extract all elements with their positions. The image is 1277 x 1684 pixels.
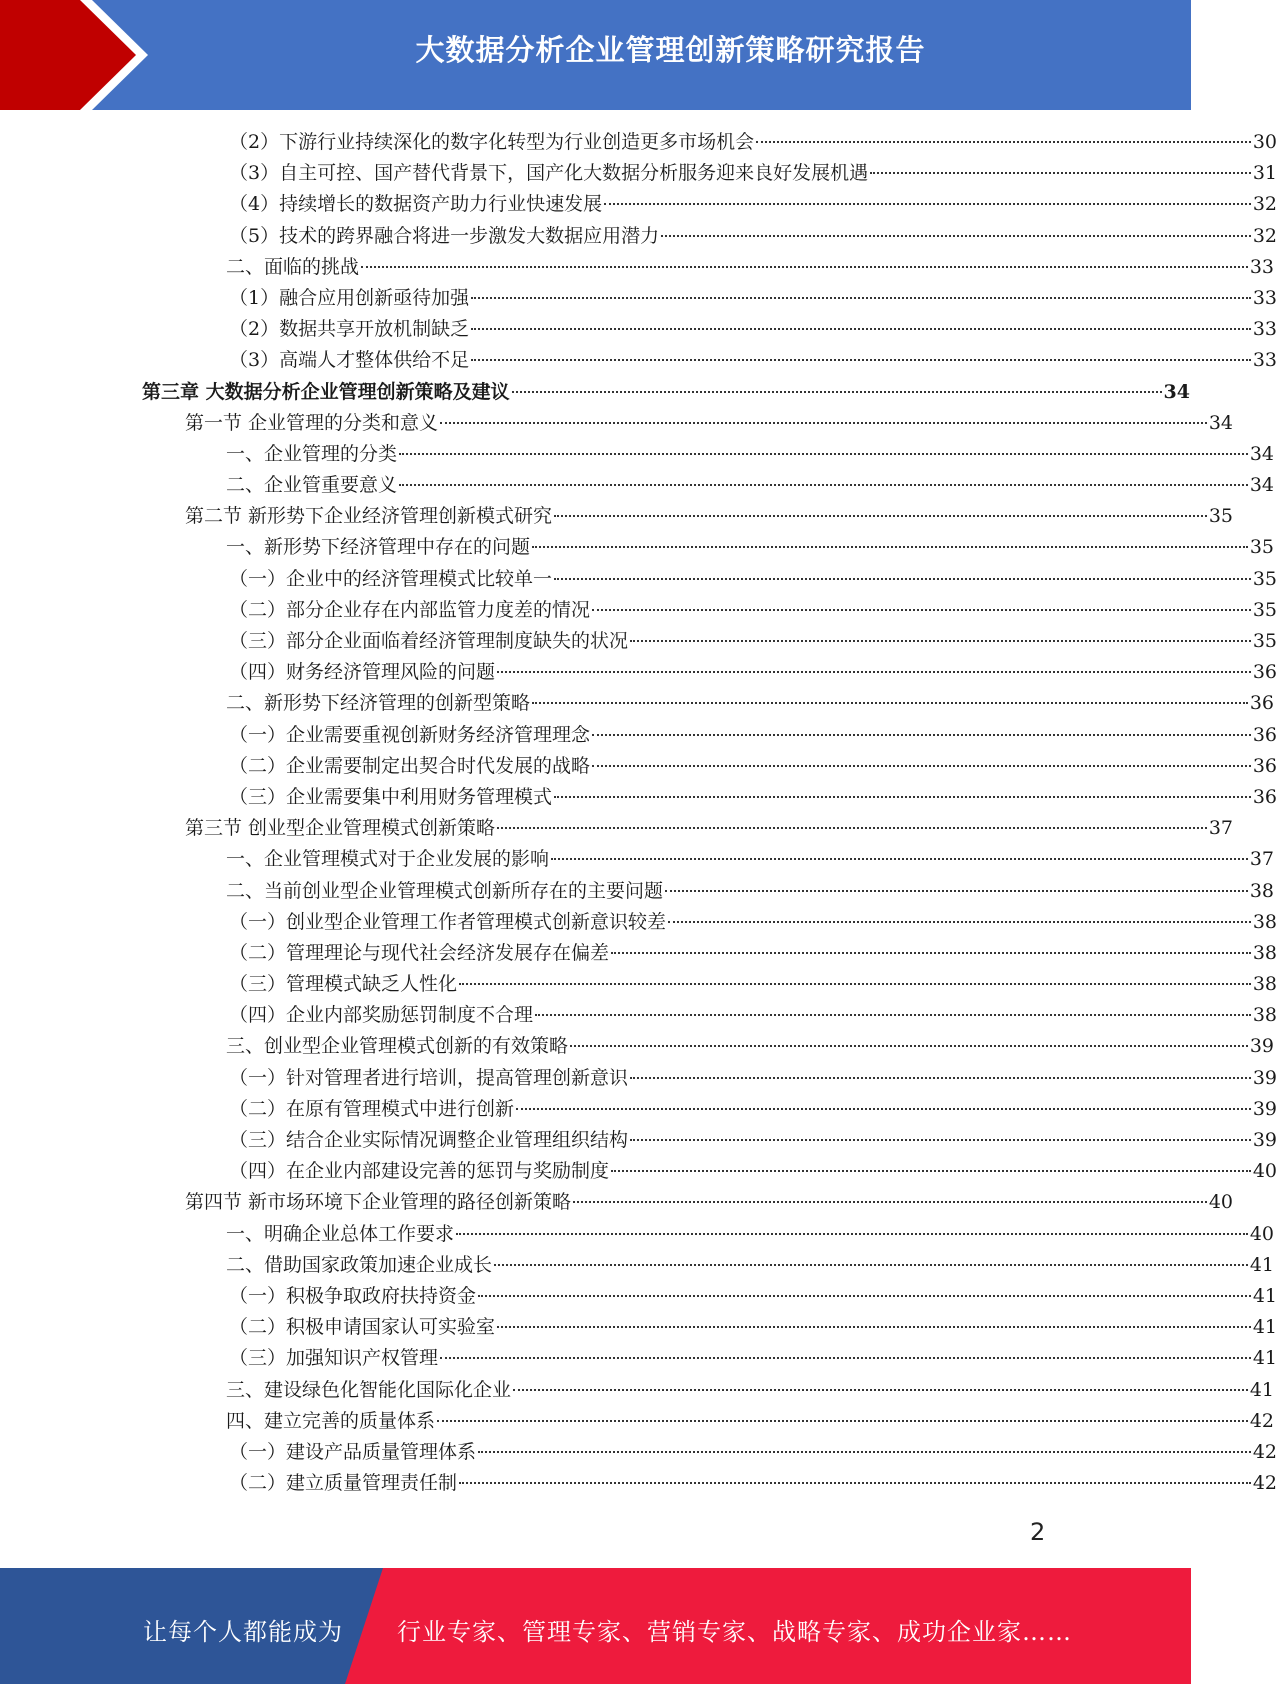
toc-entry-page: 36	[1252, 723, 1277, 746]
toc-entry[interactable]	[0, 127, 1277, 158]
toc-leader-dots	[471, 328, 1251, 330]
toc-entry[interactable]	[0, 345, 1277, 376]
toc-leader-dots	[513, 1389, 1248, 1391]
toc-entry[interactable]	[0, 907, 1277, 938]
toc-entry[interactable]	[0, 969, 1277, 1000]
toc-entry[interactable]	[0, 408, 1233, 439]
toc-entry-page: 35	[1208, 505, 1233, 528]
toc-leader-dots	[592, 609, 1251, 611]
toc-entry-title: （四）财务经济管理风险的问题	[229, 661, 496, 684]
toc-entry-title: 一、明确企业总体工作要求	[226, 1222, 455, 1245]
toc-entry-page: 39	[1252, 1129, 1277, 1151]
chevron-logo-icon	[0, 0, 160, 110]
toc-entry-page: 32	[1252, 193, 1277, 216]
toc-entry-page: 35	[1252, 567, 1277, 590]
toc-entry-title: 二、当前创业型企业管理模式创新所存在的主要问题	[226, 879, 664, 902]
toc-entry-title: （一）企业需要重视创新财务经济管理理念	[229, 723, 591, 746]
toc-entry[interactable]	[0, 1000, 1277, 1031]
toc-entry-title: （2）数据共享开放机制缺乏	[229, 318, 470, 341]
toc-leader-dots	[604, 203, 1251, 205]
toc-entry-page: 40	[1252, 1160, 1277, 1183]
toc-entry-title: 二、新形势下经济管理的创新型策略	[226, 692, 531, 715]
toc-entry[interactable]	[0, 720, 1277, 751]
toc-entry-page: 41	[1252, 1316, 1277, 1339]
toc-entry-title: （三）企业需要集中利用财务管理模式	[229, 785, 553, 808]
toc-entry-title: 三、创业型企业管理模式创新的有效策略	[226, 1035, 569, 1058]
toc-entry-title: 第二节 新形势下企业经济管理创新模式研究	[185, 505, 553, 528]
toc-entry-title: 四、建立完善的质量体系	[226, 1409, 436, 1432]
toc-entry-title: （三）加强知识产权管理	[229, 1347, 439, 1370]
toc-entry-title: 第一节 企业管理的分类和意义	[185, 411, 439, 434]
toc-entry[interactable]	[0, 844, 1274, 875]
toc-entry[interactable]	[0, 1125, 1277, 1156]
toc-entry[interactable]	[0, 1312, 1277, 1343]
toc-entry[interactable]	[0, 1219, 1274, 1250]
toc-leader-dots	[756, 141, 1251, 143]
toc-entry[interactable]	[0, 657, 1277, 688]
toc-entry-page: 36	[1252, 754, 1277, 777]
toc-entry-page: 41	[1252, 1347, 1277, 1370]
toc-entry[interactable]	[0, 470, 1274, 501]
toc-entry-page: 38	[1252, 973, 1277, 996]
toc-leader-dots	[611, 952, 1251, 954]
toc-entry-page: 40	[1208, 1191, 1233, 1214]
toc-leader-dots	[570, 1045, 1248, 1047]
toc-entry-page: 37	[1249, 848, 1274, 871]
toc-entry[interactable]	[0, 501, 1233, 532]
toc-entry-page: 42	[1249, 1409, 1274, 1432]
toc-leader-dots	[478, 1451, 1251, 1453]
toc-leader-dots	[516, 1108, 1251, 1110]
toc-entry-page: 38	[1252, 941, 1277, 964]
toc-leader-dots	[535, 1014, 1251, 1016]
toc-entry-title: （3）高端人才整体供给不足	[229, 349, 470, 372]
toc-entry-title: （三）结合企业实际情况调整企业管理组织结构	[229, 1129, 629, 1151]
toc-leader-dots	[512, 391, 1162, 393]
toc-leader-dots	[554, 515, 1207, 517]
toc-entry-title: （三）管理模式缺乏人性化	[229, 973, 458, 996]
toc-leader-dots	[456, 1233, 1248, 1235]
toc-entry[interactable]	[0, 751, 1277, 782]
toc-entry-page: 39	[1252, 1066, 1277, 1089]
toc-entry-page: 39	[1249, 1035, 1274, 1058]
toc-leader-dots	[551, 858, 1248, 860]
toc-entry[interactable]	[0, 626, 1277, 657]
toc-entry-title: （四）在企业内部建设完善的惩罚与奖励制度	[229, 1160, 610, 1183]
toc-entry[interactable]	[0, 439, 1274, 470]
toc-leader-dots	[661, 235, 1251, 237]
toc-entry[interactable]	[0, 314, 1277, 345]
toc-entry[interactable]	[0, 782, 1277, 813]
toc-entry[interactable]	[0, 1375, 1274, 1406]
toc-leader-dots	[630, 640, 1251, 642]
toc-entry-page: 41	[1249, 1253, 1274, 1276]
toc-entry-title: （四）企业内部奖励惩罚制度不合理	[229, 1004, 534, 1027]
toc-entry[interactable]	[0, 938, 1277, 969]
toc-entry-title: （3）自主可控、国产替代背景下，国产化大数据分析服务迎来良好发展机遇	[229, 162, 869, 185]
toc-entry[interactable]	[0, 283, 1277, 314]
toc-entry[interactable]	[0, 688, 1274, 719]
toc-leader-dots	[554, 578, 1251, 580]
toc-leader-dots	[668, 921, 1251, 923]
toc-entry-title: （一）建设产品质量管理体系	[229, 1440, 477, 1463]
toc-entry-title: （一）积极争取政府扶持资金	[229, 1284, 477, 1307]
toc-entry-title: 第三节 创业型企业管理模式创新策略	[185, 817, 496, 840]
toc-entry-page: 35	[1252, 630, 1277, 652]
toc-entry-page: 41	[1252, 1284, 1277, 1307]
toc-entry-title: （1）融合应用创新亟待加强	[229, 286, 470, 309]
toc-entry-page: 33	[1252, 318, 1277, 341]
toc-leader-dots	[573, 1201, 1207, 1203]
toc-entry-page: 31	[1252, 162, 1277, 185]
toc-entry-page: 34	[1249, 442, 1274, 465]
toc-entry-title: （二）管理理论与现代社会经济发展存在偏差	[229, 941, 610, 964]
toc-entry-page: 34	[1249, 474, 1274, 497]
toc-entry-page: 38	[1249, 879, 1274, 902]
toc-entry-title: 一、新形势下经济管理中存在的问题	[226, 536, 531, 559]
toc-entry-page: 42	[1252, 1472, 1277, 1495]
toc-entry-title: （二）部分企业存在内部监管力度差的情况	[229, 598, 591, 621]
page-header	[0, 0, 1191, 110]
toc-entry[interactable]	[0, 813, 1233, 844]
toc-leader-dots	[630, 1077, 1251, 1079]
toc-entry[interactable]	[0, 1343, 1277, 1374]
toc-entry-title: 一、企业管理的分类	[226, 442, 398, 465]
toc-entry-page: 38	[1252, 1004, 1277, 1027]
toc-leader-dots	[478, 1295, 1251, 1297]
toc-entry[interactable]	[0, 1281, 1277, 1312]
toc-entry[interactable]	[0, 1187, 1233, 1218]
page-title: 大数据分析企业管理创新策略研究报告	[415, 33, 926, 67]
toc-entry[interactable]	[0, 189, 1277, 220]
toc-entry-page: 36	[1252, 785, 1277, 808]
toc-entry-page: 33	[1249, 255, 1274, 278]
toc-entry-title: 二、企业管重要意义	[226, 474, 398, 497]
toc-entry-title: （二）建立质量管理责任制	[229, 1472, 458, 1495]
toc-entry[interactable]	[0, 221, 1277, 252]
toc-entry-title: 二、借助国家政策加速企业成长	[226, 1253, 493, 1276]
toc-entry-page: 38	[1252, 910, 1277, 933]
toc-leader-dots	[497, 1326, 1251, 1328]
toc-entry-title: （一）针对管理者进行培训，提高管理创新意识	[229, 1066, 629, 1089]
toc-leader-dots	[532, 702, 1248, 704]
toc-leader-dots	[471, 297, 1251, 299]
toc-leader-dots	[494, 1264, 1248, 1266]
toc-entry-page: 34	[1163, 380, 1190, 403]
toc-entry-title: （二）在原有管理模式中进行创新	[229, 1097, 515, 1120]
toc-entry[interactable]	[0, 1437, 1277, 1468]
toc-entry[interactable]	[0, 158, 1277, 189]
toc-leader-dots	[471, 359, 1251, 361]
toc-entry-page: 33	[1252, 349, 1277, 372]
toc-entry-title: 第四节 新市场环境下企业管理的路径创新策略	[185, 1191, 572, 1214]
toc-entry-page: 39	[1252, 1097, 1277, 1120]
toc-entry[interactable]	[0, 1156, 1277, 1187]
toc-entry-title: （4）持续增长的数据资产助力行业快速发展	[229, 193, 603, 216]
toc-leader-dots	[459, 983, 1251, 985]
toc-leader-dots	[532, 546, 1248, 548]
toc-leader-dots	[554, 796, 1251, 798]
toc-entry[interactable]	[0, 1406, 1274, 1437]
toc-entry-title: （2）下游行业持续深化的数字化转型为行业创造更多市场机会	[229, 131, 755, 153]
toc-entry[interactable]	[0, 1063, 1277, 1094]
toc-entry-page: 33	[1252, 286, 1277, 309]
footer-slogan-left: 让每个人都能成为	[143, 1618, 343, 1646]
toc-leader-dots	[437, 1420, 1248, 1422]
toc-leader-dots	[497, 671, 1251, 673]
toc-leader-dots	[399, 484, 1248, 486]
toc-entry[interactable]	[0, 377, 1190, 408]
toc-entry[interactable]	[0, 595, 1277, 626]
toc-entry[interactable]	[0, 1250, 1274, 1281]
toc-leader-dots	[361, 266, 1248, 268]
toc-leader-dots	[399, 453, 1248, 455]
toc-leader-dots	[611, 1170, 1251, 1172]
footer-slogan-right: 行业专家、管理专家、营销专家、战略专家、成功企业家……	[397, 1618, 1072, 1646]
toc-entry-title: 二、面临的挑战	[226, 255, 360, 278]
table-of-contents	[0, 127, 1277, 1499]
toc-leader-dots	[440, 1357, 1251, 1359]
toc-leader-dots	[665, 890, 1248, 892]
toc-entry[interactable]	[0, 564, 1277, 595]
toc-entry-page: 36	[1252, 661, 1277, 684]
toc-entry-title: （二）企业需要制定出契合时代发展的战略	[229, 754, 591, 777]
toc-entry[interactable]	[0, 532, 1274, 563]
toc-leader-dots	[497, 827, 1207, 829]
toc-leader-dots	[870, 172, 1251, 174]
toc-entry-page: 42	[1252, 1440, 1277, 1463]
page-footer	[0, 1568, 1191, 1684]
toc-entry-title: （二）积极申请国家认可实验室	[229, 1316, 496, 1339]
toc-entry-page: 40	[1249, 1222, 1274, 1245]
toc-entry-page: 35	[1252, 598, 1277, 621]
toc-entry-title: （三）部分企业面临着经济管理制度缺失的状况	[229, 630, 629, 652]
toc-entry[interactable]	[0, 876, 1274, 907]
toc-leader-dots	[592, 765, 1251, 767]
toc-leader-dots	[440, 422, 1207, 424]
toc-entry[interactable]	[0, 1094, 1277, 1125]
toc-leader-dots	[592, 734, 1251, 736]
toc-entry-page: 32	[1252, 224, 1277, 247]
toc-entry[interactable]	[0, 1031, 1274, 1062]
toc-entry[interactable]	[0, 1468, 1277, 1499]
toc-entry-page: 30	[1252, 131, 1277, 153]
toc-entry-title: （5）技术的跨界融合将进一步激发大数据应用潜力	[229, 224, 660, 247]
toc-entry-page: 37	[1208, 817, 1233, 840]
toc-entry-title: （一）企业中的经济管理模式比较单一	[229, 567, 553, 590]
toc-entry-title: 三、建设绿色化智能化国际化企业	[226, 1378, 512, 1401]
page-number: 2	[1030, 1518, 1046, 1546]
toc-leader-dots	[630, 1139, 1251, 1141]
toc-entry-title: （一）创业型企业管理工作者管理模式创新意识较差	[229, 910, 667, 933]
toc-entry-page: 34	[1208, 411, 1233, 434]
toc-leader-dots	[459, 1482, 1251, 1484]
toc-entry-page: 35	[1249, 536, 1274, 559]
toc-entry-title: 第三章 大数据分析企业管理创新策略及建议	[142, 380, 510, 403]
toc-entry-page: 36	[1249, 692, 1274, 715]
toc-entry-title: 一、企业管理模式对于企业发展的影响	[226, 848, 550, 871]
toc-entry[interactable]	[0, 252, 1274, 283]
toc-entry-page: 41	[1249, 1378, 1274, 1401]
